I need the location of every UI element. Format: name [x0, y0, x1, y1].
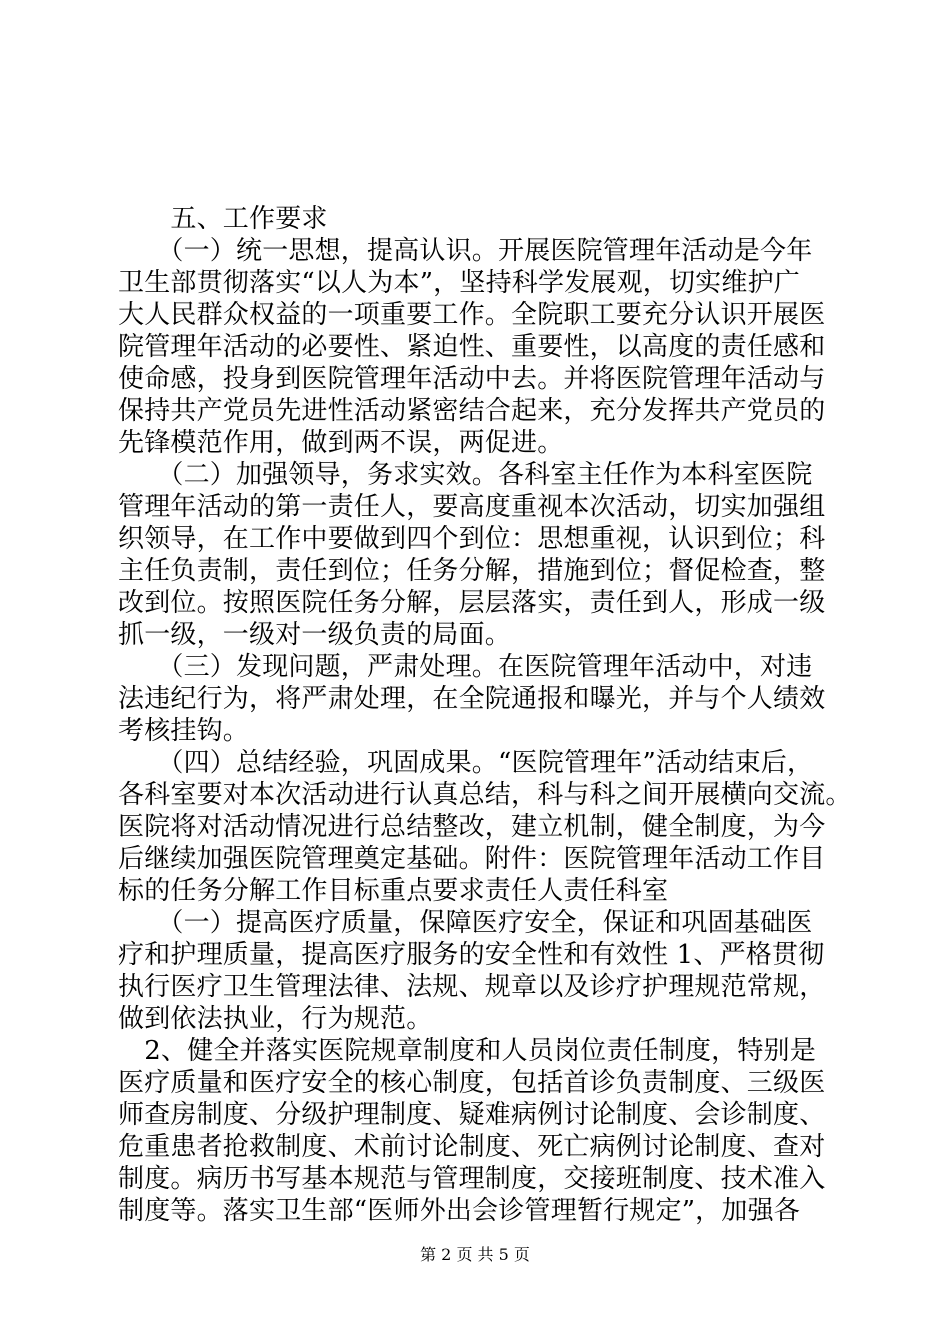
text-line: （一）提高医疗质量，保障医疗安全，保证和巩固基础医 [118, 908, 813, 938]
text-line: 使命感，投身到医院管理年活动中去。并将医院管理年活动与 [118, 364, 826, 394]
text-line: 大人民群众权益的一项重要工作。全院职工要充分认识开展医 [118, 300, 826, 330]
text-line: 制度。病历书写基本规范与管理制度，交接班制度、技术准入 [118, 1164, 826, 1194]
text-line: 各科室要对本次活动进行认真总结，科与科之间开展横向交流。 [118, 780, 852, 810]
text-line: 考核挂钩。 [118, 716, 250, 746]
text-line: 五、工作要求 [118, 204, 328, 234]
text-line: 标的任务分解工作目标重点要求责任人责任科室 [118, 876, 669, 906]
text-line: 改到位。按照医院任务分解，层层落实，责任到人，形成一级 [118, 588, 826, 618]
text-line: 院管理年活动的必要性、紧迫性、重要性，以高度的责任感和 [118, 332, 826, 362]
text-line: （一）统一思想，提高认识。开展医院管理年活动是今年 [118, 236, 813, 266]
text-line: 执行医疗卫生管理法律、法规、规章以及诊疗护理规范常规， [118, 972, 826, 1002]
text-line: 制度等。落实卫生部“医师外出会诊管理暂行规定”，加强各 [118, 1196, 800, 1226]
text-line: 法违纪行为，将严肃处理，在全院通报和曝光，并与个人绩效 [118, 684, 826, 714]
text-line: 做到依法执业，行为规范。 [118, 1004, 433, 1034]
text-line: 医疗质量和医疗安全的核心制度，包括首诊负责制度、三级医 [118, 1068, 826, 1098]
text-line: 主任负责制，责任到位；任务分解，措施到位；督促检查，整 [118, 556, 826, 586]
text-line: 师查房制度、分级护理制度、疑难病例讨论制度、会诊制度、 [118, 1100, 826, 1130]
text-line: 医院将对活动情况进行总结整改，建立机制，健全制度，为今 [118, 812, 826, 842]
text-line: 先锋模范作用，做到两不误，两促进。 [118, 428, 564, 458]
text-line: （四）总结经验，巩固成果。“医院管理年”活动结束后， [118, 748, 814, 778]
text-line: 抓一级，一级对一级负责的局面。 [118, 620, 512, 650]
text-line: （三）发现问题，严肃处理。在医院管理年活动中，对违 [118, 652, 813, 682]
text-line: 2、健全并落实医院规章制度和人员岗位责任制度，特别是 [118, 1036, 816, 1066]
text-line: 保持共产党员先进性活动紧密结合起来，充分发挥共产党员的 [118, 396, 826, 426]
text-line: 管理年活动的第一责任人，要高度重视本次活动，切实加强组 [118, 492, 826, 522]
page-number: 第 2 页 共 5 页 [420, 1245, 530, 1264]
text-line: 危重患者抢救制度、术前讨论制度、死亡病例讨论制度、查对 [118, 1132, 826, 1162]
text-line: （二）加强领导，务求实效。各科室主任作为本科室医院 [118, 460, 813, 490]
text-line: 后继续加强医院管理奠定基础。附件：医院管理年活动工作目 [118, 844, 826, 874]
text-line: 疗和护理质量，提高医疗服务的安全性和有效性 1、严格贯彻 [118, 940, 825, 970]
text-line: 卫生部贯彻落实“以人为本”，坚持科学发展观，切实维护广 [118, 268, 800, 298]
text-line: 织领导，在工作中要做到四个到位：思想重视，认识到位；科 [118, 524, 826, 554]
